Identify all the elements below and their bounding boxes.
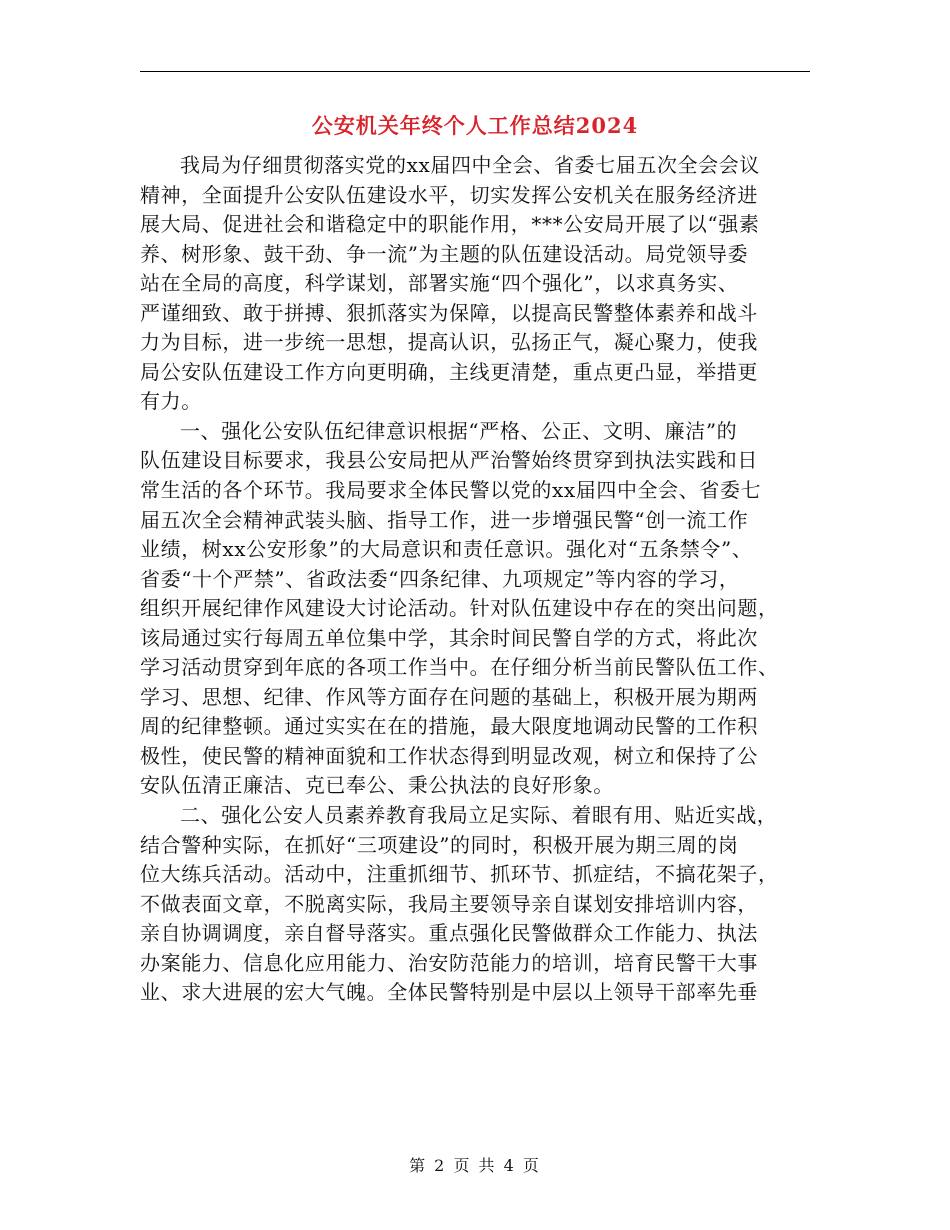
text-line: 组织开展纪律作风建设大讨论活动。针对队伍建设中存在的突出问题，	[140, 596, 779, 621]
document-body	[140, 151, 810, 1008]
paragraph-2	[140, 417, 810, 801]
text-line: 力为目标，进一步统一思想，提高认识，弘扬正气，凝心聚力，使我	[140, 330, 758, 355]
text-line: 一、强化公安队伍纪律意识根据“严格、公正、文明、廉洁”的	[180, 418, 738, 443]
text-line: 站在全局的高度，科学谋划，部署实施“四个强化”，以求真务实、	[140, 271, 739, 296]
document-title: 公安机关年终个人工作总结2024	[311, 113, 639, 138]
text-line: 严谨细致、敢于拼搏、狠抓落实为保障，以提高民警整体素养和战斗	[140, 300, 758, 325]
text-line: 学习活动贯穿到年底的各项工作当中。在仔细分析当前民警队伍工作、	[140, 655, 779, 680]
text-line: 极性，使民警的精神面貌和工作状态得到明显改观，树立和保持了公	[140, 743, 758, 768]
text-line: 队伍建设目标要求，我县公安局把从严治警始终贯穿到执法实践和日	[140, 448, 758, 473]
paragraph-1	[140, 151, 810, 417]
text-line: 养、树形象、鼓干劲、争一流”为主题的队伍建设活动。局党领导委	[140, 241, 749, 266]
header-rule	[140, 71, 810, 72]
text-line: 局公安队伍建设工作方向更明确，主线更清楚，重点更凸显，举措更	[140, 359, 758, 384]
text-line: 业绩，树xx公安形象”的大局意识和责任意识。强化对“五条禁令”、	[140, 537, 753, 562]
text-line: 业、求大进展的宏大气魄。全体民警特别是中层以上领导干部率先垂	[140, 980, 758, 1005]
text-line: 精神，全面提升公安队伍建设水平，切实发挥公安机关在服务经济进	[140, 182, 758, 207]
text-line: 省委“十个严禁”、省政法委“四条纪律、九项规定”等内容的学习，	[140, 566, 740, 591]
text-line: 届五次全会精神武装头脑、指导工作，进一步增强民警“创一流工作	[140, 507, 749, 532]
text-line: 有力。	[140, 389, 202, 414]
text-line: 该局通过实行每周五单位集中学，其余时间民警自学的方式，将此次	[140, 625, 758, 650]
text-line: 位大练兵活动。活动中，注重抓细节、抓环节、抓症结，不搞花架子，	[140, 862, 779, 887]
text-line: 安队伍清正廉洁、克已奉公、秉公执法的良好形象。	[140, 773, 614, 798]
text-line: 不做表面文章，不脱离实际，我局主要领导亲自谋划安排培训内容，	[140, 891, 758, 916]
text-line: 常生活的各个环节。我局要求全体民警以党的xx届四中全会、省委七	[140, 478, 762, 503]
text-line: 二、强化公安人员素养教育我局立足实际、着眼有用、贴近实战，	[180, 803, 778, 828]
text-line: 亲自协调调度，亲自督导落实。重点强化民警做群众工作能力、执法	[140, 921, 758, 946]
text-line: 结合警种实际，在抓好“三项建设”的同时，积极开展为期三周的岗	[140, 832, 739, 857]
text-line: 办案能力、信息化应用能力、治安防范能力的培训，培育民警干大事	[140, 950, 758, 975]
page-number-footer: 第 2 页 共 4 页	[409, 1156, 541, 1175]
text-line: 展大局、促进社会和谐稳定中的职能作用，***公安局开展了以“强素	[140, 212, 760, 237]
paragraph-3	[140, 801, 810, 1008]
text-line: 学习、思想、纪律、作风等方面存在问题的基础上，积极开展为期两	[140, 684, 758, 709]
text-line: 周的纪律整顿。通过实实在在的措施，最大限度地调动民警的工作积	[140, 714, 758, 739]
text-line: 我局为仔细贯彻落实党的xx届四中全会、省委七届五次全会会议	[180, 153, 760, 177]
